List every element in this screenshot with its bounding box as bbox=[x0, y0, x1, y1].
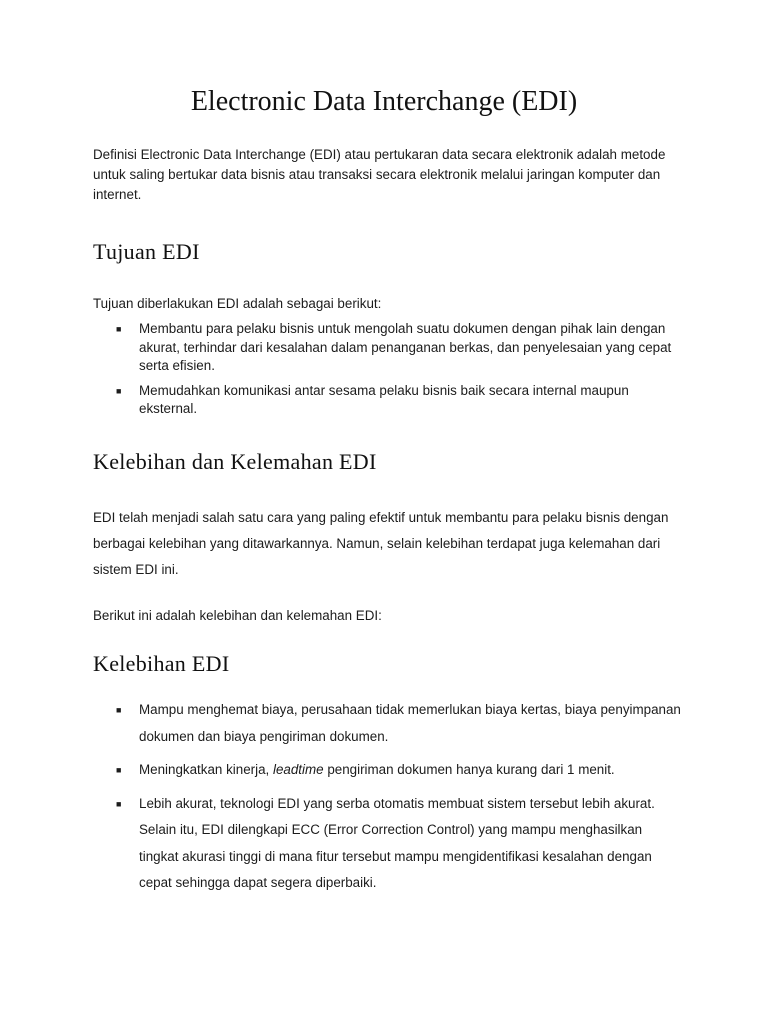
square-bullet-icon: ■ bbox=[116, 798, 122, 809]
section-heading-kelebihan-kelemahan: Kelebihan dan Kelemahan EDI bbox=[93, 449, 377, 474]
square-bullet-icon: ■ bbox=[116, 324, 122, 334]
list-item bbox=[93, 791, 683, 897]
kelebihan-bullet-list bbox=[93, 697, 683, 904]
square-bullet-icon: ■ bbox=[116, 765, 122, 775]
tujuan-bullet-list bbox=[93, 320, 683, 425]
list-item-text: Mampu menghemat biaya, perusahaan tidak memerlukan biaya kertas, biaya penyimpanan dokumen dan biaya pengiriman dokumen. bbox=[139, 702, 681, 744]
tujuan-lead-text: Tujuan diberlakukan EDI adalah sebagai berikut: bbox=[93, 296, 382, 311]
section-heading-tujuan: Tujuan EDI bbox=[93, 239, 200, 264]
berikut-lead-text: Berikut ini adalah kelebihan dan kelemahan EDI: bbox=[93, 608, 382, 623]
list-item bbox=[93, 382, 683, 419]
list-item-text: Memudahkan komunikasi antar sesama pelaku bisnis baik secara internal maupun eksternal. bbox=[139, 382, 629, 416]
section-heading-kelebihan: Kelebihan EDI bbox=[93, 651, 230, 676]
intro-paragraph: Definisi Electronic Data Interchange (EDI) atau pertukaran data secara elektronik adalah metode untuk saling bertukar data bisnis atau transaksi secara elektronik melalui jaringan komputer dan internet. bbox=[93, 147, 666, 202]
list-item-text: Lebih akurat, teknologi EDI yang serba otomatis membuat sistem tersebut lebih akurat. Selain itu, EDI dilengkapi ECC (Error Correction Control) yang mampu menghasilkan tingkat akurasi tinggi di mana fitur tersebut mampu mengidentifikasi kesalahan dengan cepat sehingga dapat segera diperbaiki. bbox=[139, 795, 655, 890]
list-item bbox=[93, 757, 683, 784]
list-item-text-start: Meningkatkan kinerja, bbox=[139, 762, 273, 777]
square-bullet-icon: ■ bbox=[116, 705, 122, 715]
list-item-text-end: pengiriman dokumen hanya kurang dari 1 menit. bbox=[323, 762, 615, 777]
list-item-text: Membantu para pelaku bisnis untuk mengolah suatu dokumen dengan pihak lain dengan akurat, terhindar dari kesalahan dalam penanganan berkas, dan penyelesaian yang cepat serta efisien. bbox=[139, 321, 672, 373]
list-item bbox=[93, 697, 683, 750]
square-bullet-icon: ■ bbox=[116, 385, 122, 396]
list-item bbox=[93, 320, 683, 376]
document-title: Electronic Data Interchange (EDI) bbox=[190, 86, 578, 117]
edi-paragraph: EDI telah menjadi salah satu cara yang paling efektif untuk membantu para pelaku bisnis dengan berbagai kelebihan yang ditawarkannya. Namun, selain kelebihan terdapat juga kelemahan dari sistem EDI ini. bbox=[93, 510, 669, 577]
leadtime-emphasis: leadtime bbox=[272, 762, 324, 777]
list-item-text bbox=[139, 762, 615, 777]
